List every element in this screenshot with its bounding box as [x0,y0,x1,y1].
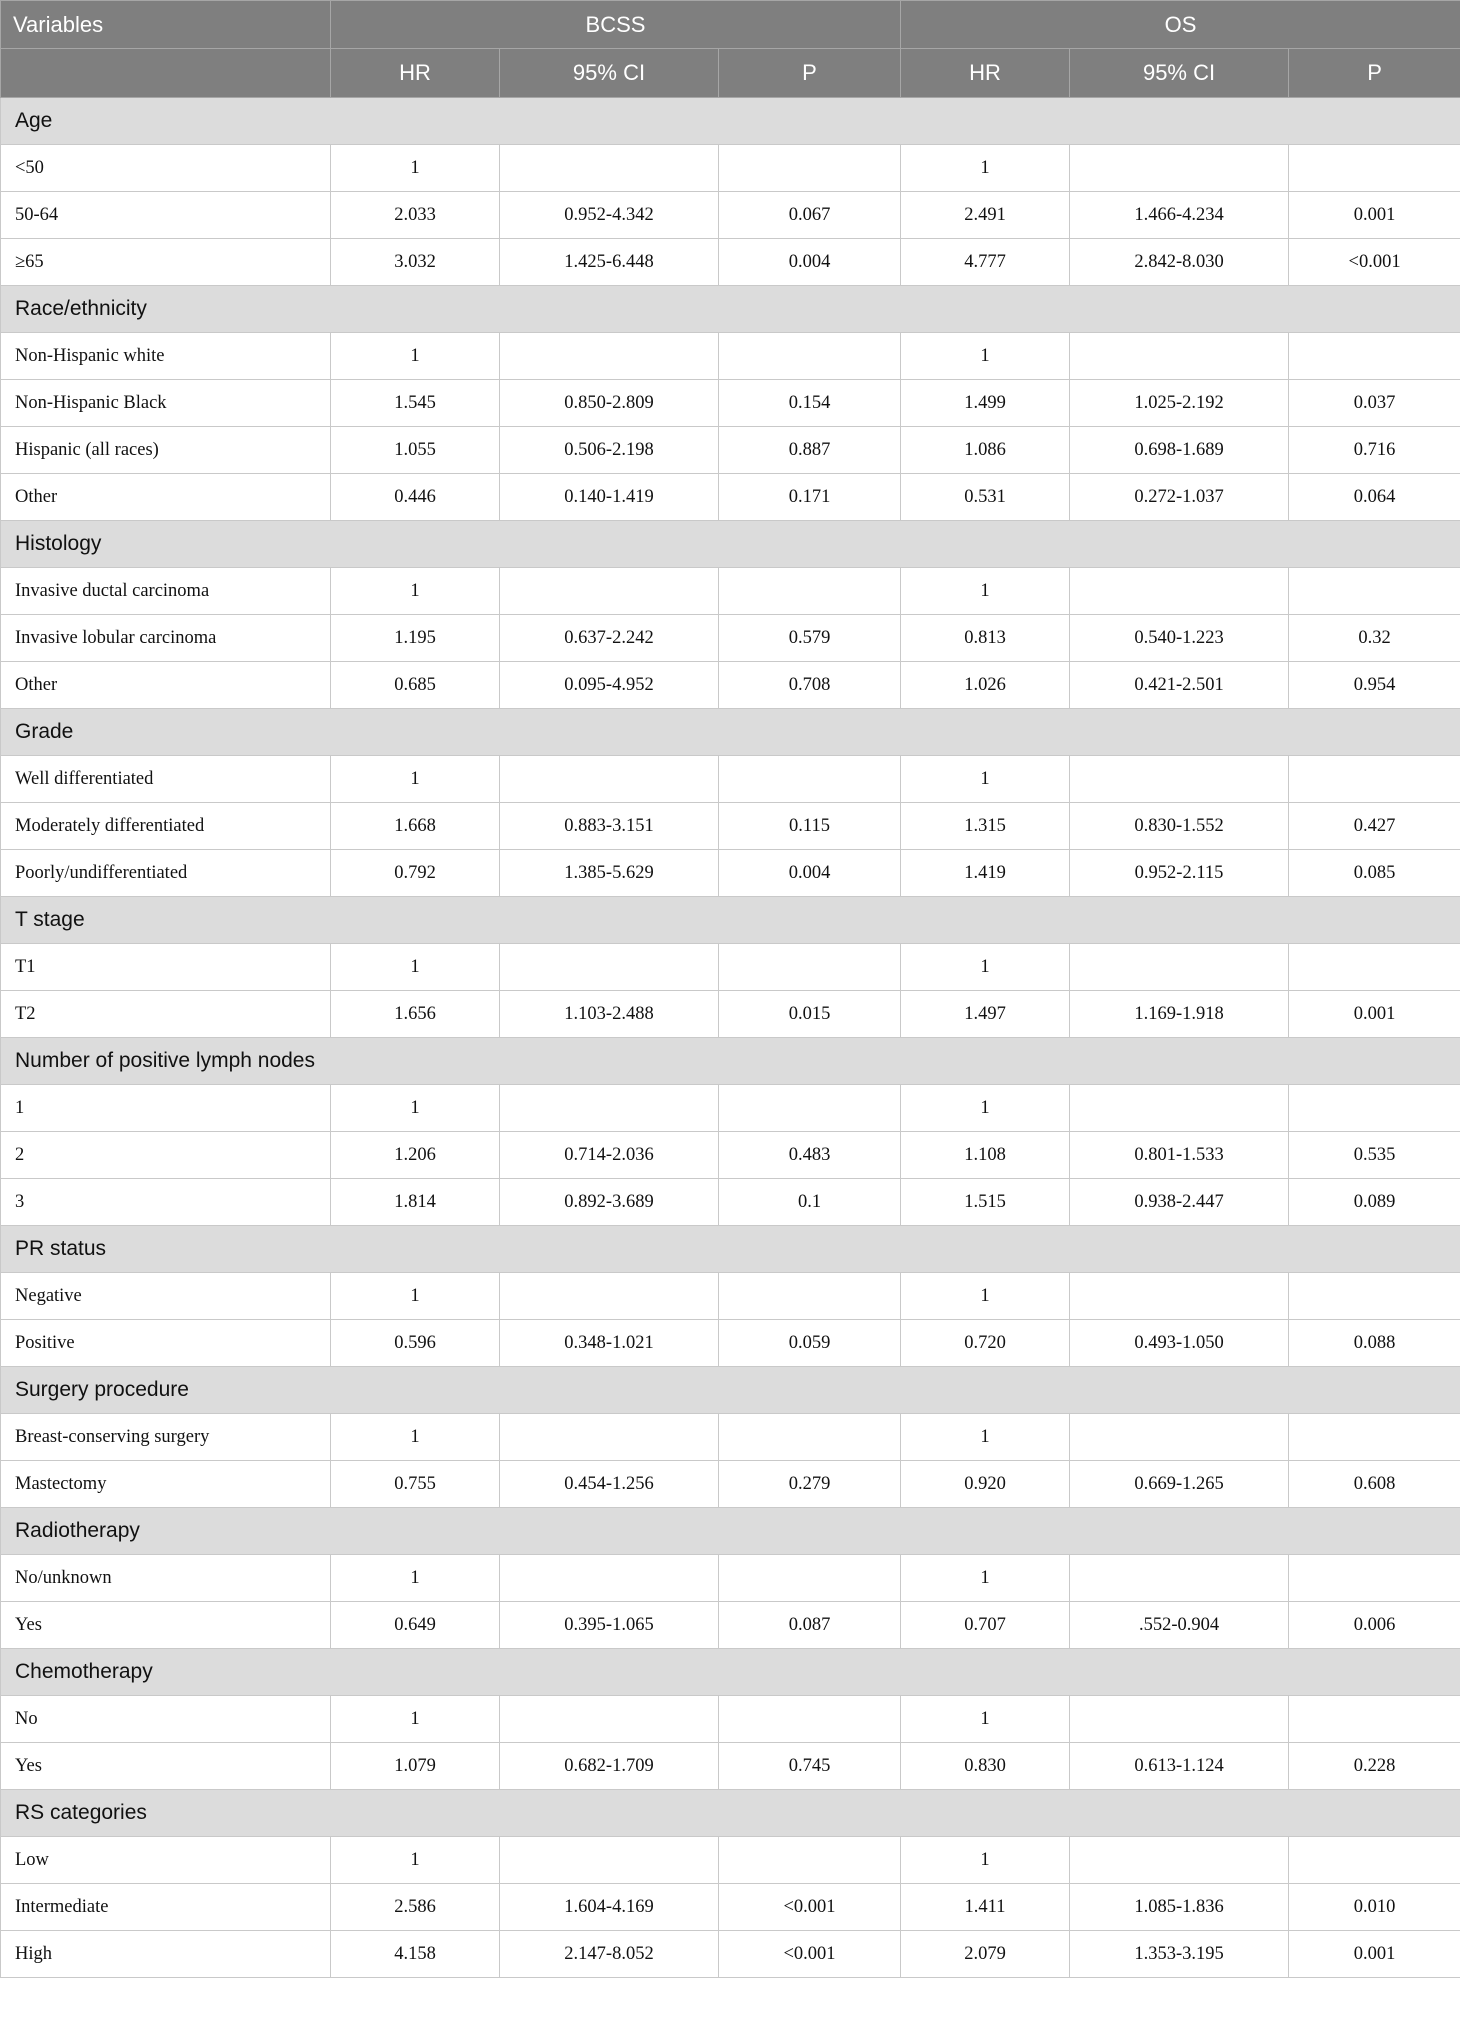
os-hr: 1 [901,756,1070,803]
bcss-p [719,1837,901,1884]
bcss-hr: 0.596 [331,1320,500,1367]
os-ci [1070,568,1289,615]
header-bcss-hr: HR [331,49,500,98]
bcss-p: 0.087 [719,1602,901,1649]
os-hr: 1 [901,145,1070,192]
bcss-ci: 0.850-2.809 [500,380,719,427]
os-ci: 1.085-1.836 [1070,1884,1289,1931]
bcss-hr: 2.586 [331,1884,500,1931]
os-hr: 1.497 [901,991,1070,1038]
bcss-ci [500,568,719,615]
variable-label: Other [1,662,331,709]
bcss-ci: 0.892-3.689 [500,1179,719,1226]
bcss-ci: 0.637-2.242 [500,615,719,662]
variable-label: Other [1,474,331,521]
os-p: 0.010 [1289,1884,1460,1931]
category-title: Number of positive lymph nodes [1,1038,1460,1085]
bcss-ci: 2.147-8.052 [500,1931,719,1978]
bcss-ci: 0.395-1.065 [500,1602,719,1649]
variable-label: No [1,1696,331,1743]
table-row [1,803,1460,850]
variable-label: 1 [1,1085,331,1132]
bcss-hr: 1 [331,568,500,615]
os-p: 0.001 [1289,1931,1460,1978]
os-hr: 1 [901,944,1070,991]
variable-label: Moderately differentiated [1,803,331,850]
bcss-hr: 2.033 [331,192,500,239]
os-p [1289,1414,1460,1461]
os-p: 0.228 [1289,1743,1460,1790]
variable-label: 3 [1,1179,331,1226]
category-title: Surgery procedure [1,1367,1460,1414]
category-row [1,1226,1460,1273]
os-hr: 1 [901,1085,1070,1132]
os-p: 0.954 [1289,662,1460,709]
variable-label: Yes [1,1602,331,1649]
bcss-p [719,145,901,192]
os-p: 0.089 [1289,1179,1460,1226]
table-row [1,1931,1460,1978]
table-row [1,145,1460,192]
category-row [1,897,1460,944]
os-p [1289,1085,1460,1132]
category-row [1,1508,1460,1555]
bcss-hr: 1 [331,1414,500,1461]
os-p: 0.037 [1289,380,1460,427]
variable-label: Non-Hispanic Black [1,380,331,427]
variable-label: Negative [1,1273,331,1320]
os-hr: 1.108 [901,1132,1070,1179]
bcss-ci: 0.140-1.419 [500,474,719,521]
table-row [1,1414,1460,1461]
variable-label: 50-64 [1,192,331,239]
bcss-ci [500,1085,719,1132]
category-row [1,1038,1460,1085]
os-ci: 0.952-2.115 [1070,850,1289,897]
bcss-ci [500,756,719,803]
table-row [1,1696,1460,1743]
variable-label: 2 [1,1132,331,1179]
category-row [1,1367,1460,1414]
bcss-p [719,568,901,615]
table-row [1,333,1460,380]
os-p [1289,1837,1460,1884]
os-p [1289,944,1460,991]
table-row [1,380,1460,427]
os-hr: 1 [901,333,1070,380]
variable-label: Invasive ductal carcinoma [1,568,331,615]
bcss-hr: 1 [331,1085,500,1132]
os-ci: 0.540-1.223 [1070,615,1289,662]
bcss-ci [500,1414,719,1461]
category-title: RS categories [1,1790,1460,1837]
bcss-p [719,1273,901,1320]
category-title: Grade [1,709,1460,756]
table-header [1,1,1460,98]
header-variables: Variables [1,1,331,49]
os-ci: 0.801-1.533 [1070,1132,1289,1179]
bcss-p: 0.015 [719,991,901,1038]
os-p [1289,756,1460,803]
bcss-ci: 0.454-1.256 [500,1461,719,1508]
table-row [1,1555,1460,1602]
os-p: 0.085 [1289,850,1460,897]
variable-label: Non-Hispanic white [1,333,331,380]
os-hr: 1.315 [901,803,1070,850]
table-row [1,1884,1460,1931]
os-ci: .552-0.904 [1070,1602,1289,1649]
category-title: Radiotherapy [1,1508,1460,1555]
variable-label: Positive [1,1320,331,1367]
os-p [1289,1696,1460,1743]
bcss-ci: 1.385-5.629 [500,850,719,897]
header-bcss-ci: 95% CI [500,49,719,98]
os-hr: 2.491 [901,192,1070,239]
category-title: PR status [1,1226,1460,1273]
bcss-hr: 0.685 [331,662,500,709]
bcss-p: 0.067 [719,192,901,239]
os-ci [1070,944,1289,991]
bcss-p: 0.1 [719,1179,901,1226]
table-row [1,850,1460,897]
variable-label: Breast-conserving surgery [1,1414,331,1461]
table-row [1,1602,1460,1649]
bcss-p [719,1555,901,1602]
os-p [1289,333,1460,380]
bcss-p [719,1414,901,1461]
os-ci: 0.421-2.501 [1070,662,1289,709]
os-ci [1070,1273,1289,1320]
os-hr: 0.707 [901,1602,1070,1649]
os-ci: 0.669-1.265 [1070,1461,1289,1508]
os-ci: 1.025-2.192 [1070,380,1289,427]
table-body [1,98,1460,1978]
bcss-hr: 1 [331,1273,500,1320]
os-hr: 0.920 [901,1461,1070,1508]
os-ci [1070,1414,1289,1461]
table-row [1,1743,1460,1790]
header-os-ci: 95% CI [1070,49,1289,98]
category-title: Race/ethnicity [1,286,1460,333]
os-ci: 0.493-1.050 [1070,1320,1289,1367]
bcss-ci: 0.714-2.036 [500,1132,719,1179]
bcss-ci: 0.682-1.709 [500,1743,719,1790]
bcss-p: <0.001 [719,1884,901,1931]
os-p: 0.608 [1289,1461,1460,1508]
bcss-ci [500,145,719,192]
os-p: 0.088 [1289,1320,1460,1367]
variable-label: Yes [1,1743,331,1790]
os-hr: 0.813 [901,615,1070,662]
table-row [1,1085,1460,1132]
variable-label: Poorly/undifferentiated [1,850,331,897]
category-title: Chemotherapy [1,1649,1460,1696]
category-row [1,1790,1460,1837]
header-os-hr: HR [901,49,1070,98]
header-os: OS [901,1,1460,49]
bcss-p: 0.059 [719,1320,901,1367]
bcss-ci [500,333,719,380]
os-ci [1070,756,1289,803]
header-blank [1,49,331,98]
variable-label: Well differentiated [1,756,331,803]
table-row [1,474,1460,521]
bcss-hr: 1.814 [331,1179,500,1226]
bcss-hr: 1.195 [331,615,500,662]
os-hr: 1.499 [901,380,1070,427]
variable-label: T1 [1,944,331,991]
table-row [1,427,1460,474]
bcss-p: 0.708 [719,662,901,709]
os-p [1289,1555,1460,1602]
os-p: 0.001 [1289,192,1460,239]
variable-label: T2 [1,991,331,1038]
category-title: Age [1,98,1460,145]
os-hr: 1.026 [901,662,1070,709]
os-hr: 0.720 [901,1320,1070,1367]
bcss-p: 0.154 [719,380,901,427]
table-row [1,756,1460,803]
variable-label: ≥65 [1,239,331,286]
os-p: 0.006 [1289,1602,1460,1649]
category-title: Histology [1,521,1460,568]
table-row [1,991,1460,1038]
os-ci: 2.842-8.030 [1070,239,1289,286]
category-row [1,1649,1460,1696]
table-row [1,1179,1460,1226]
os-p: 0.716 [1289,427,1460,474]
os-p: 0.535 [1289,1132,1460,1179]
table-row [1,192,1460,239]
variable-label: <50 [1,145,331,192]
bcss-p: 0.279 [719,1461,901,1508]
bcss-p: 0.171 [719,474,901,521]
bcss-hr: 3.032 [331,239,500,286]
bcss-ci: 0.506-2.198 [500,427,719,474]
bcss-hr: 1 [331,145,500,192]
category-row [1,709,1460,756]
os-hr: 1 [901,1555,1070,1602]
os-ci: 0.272-1.037 [1070,474,1289,521]
bcss-ci: 0.348-1.021 [500,1320,719,1367]
os-ci: 0.938-2.447 [1070,1179,1289,1226]
table-row [1,1320,1460,1367]
bcss-ci [500,1273,719,1320]
os-ci [1070,1837,1289,1884]
bcss-p [719,1696,901,1743]
os-hr: 1 [901,568,1070,615]
os-hr: 1 [901,1414,1070,1461]
category-title: T stage [1,897,1460,944]
os-ci: 1.169-1.918 [1070,991,1289,1038]
bcss-ci: 1.103-2.488 [500,991,719,1038]
os-ci [1070,1696,1289,1743]
os-ci [1070,1555,1289,1602]
bcss-hr: 1.656 [331,991,500,1038]
variable-label: Mastectomy [1,1461,331,1508]
os-hr: 1.086 [901,427,1070,474]
variable-label: Invasive lobular carcinoma [1,615,331,662]
bcss-hr: 1 [331,1696,500,1743]
variable-label: Intermediate [1,1884,331,1931]
table-row [1,944,1460,991]
category-row [1,521,1460,568]
category-row [1,286,1460,333]
header-row-groups [1,1,1460,49]
bcss-p: 0.887 [719,427,901,474]
bcss-p: 0.004 [719,239,901,286]
bcss-p [719,756,901,803]
os-hr: 1.411 [901,1884,1070,1931]
bcss-hr: 0.446 [331,474,500,521]
os-hr: 1 [901,1837,1070,1884]
bcss-hr: 1.545 [331,380,500,427]
bcss-hr: 4.158 [331,1931,500,1978]
os-hr: 1.419 [901,850,1070,897]
table-row [1,1273,1460,1320]
os-hr: 1 [901,1273,1070,1320]
category-row [1,98,1460,145]
bcss-ci: 1.604-4.169 [500,1884,719,1931]
os-ci: 0.698-1.689 [1070,427,1289,474]
os-ci: 1.466-4.234 [1070,192,1289,239]
os-ci: 0.830-1.552 [1070,803,1289,850]
os-p: <0.001 [1289,239,1460,286]
bcss-p: 0.483 [719,1132,901,1179]
os-p: 0.064 [1289,474,1460,521]
bcss-hr: 1 [331,944,500,991]
bcss-hr: 0.755 [331,1461,500,1508]
bcss-p [719,944,901,991]
variable-label: Low [1,1837,331,1884]
bcss-hr: 1.055 [331,427,500,474]
table-row [1,1461,1460,1508]
bcss-hr: 1 [331,1555,500,1602]
os-hr: 2.079 [901,1931,1070,1978]
os-ci [1070,145,1289,192]
bcss-p: 0.004 [719,850,901,897]
os-hr: 1 [901,1696,1070,1743]
table-row [1,568,1460,615]
bcss-ci: 0.952-4.342 [500,192,719,239]
header-row-stats [1,49,1460,98]
bcss-hr: 1.668 [331,803,500,850]
bcss-p: 0.579 [719,615,901,662]
bcss-ci [500,1555,719,1602]
os-hr: 4.777 [901,239,1070,286]
bcss-hr: 1 [331,756,500,803]
bcss-p [719,1085,901,1132]
bcss-ci: 0.095-4.952 [500,662,719,709]
os-p [1289,145,1460,192]
bcss-hr: 0.792 [331,850,500,897]
variable-label: No/unknown [1,1555,331,1602]
bcss-p: 0.115 [719,803,901,850]
bcss-hr: 1.206 [331,1132,500,1179]
os-ci [1070,333,1289,380]
bcss-ci: 0.883-3.151 [500,803,719,850]
table-row [1,1837,1460,1884]
bcss-hr: 1 [331,333,500,380]
bcss-ci [500,944,719,991]
header-os-p: P [1289,49,1460,98]
bcss-hr: 0.649 [331,1602,500,1649]
header-bcss-p: P [719,49,901,98]
bcss-p: <0.001 [719,1931,901,1978]
os-p: 0.001 [1289,991,1460,1038]
os-hr: 0.830 [901,1743,1070,1790]
os-ci [1070,1085,1289,1132]
table-row [1,662,1460,709]
bcss-ci [500,1696,719,1743]
header-bcss: BCSS [331,1,901,49]
bcss-hr: 1.079 [331,1743,500,1790]
os-ci: 0.613-1.124 [1070,1743,1289,1790]
variable-label: Hispanic (all races) [1,427,331,474]
table-row [1,1132,1460,1179]
table-row [1,615,1460,662]
os-hr: 1.515 [901,1179,1070,1226]
bcss-ci: 1.425-6.448 [500,239,719,286]
variable-label: High [1,1931,331,1978]
bcss-ci [500,1837,719,1884]
os-ci: 1.353-3.195 [1070,1931,1289,1978]
os-p [1289,568,1460,615]
os-hr: 0.531 [901,474,1070,521]
bcss-p: 0.745 [719,1743,901,1790]
os-p: 0.32 [1289,615,1460,662]
os-p [1289,1273,1460,1320]
bcss-p [719,333,901,380]
bcss-hr: 1 [331,1837,500,1884]
table-row [1,239,1460,286]
os-p: 0.427 [1289,803,1460,850]
